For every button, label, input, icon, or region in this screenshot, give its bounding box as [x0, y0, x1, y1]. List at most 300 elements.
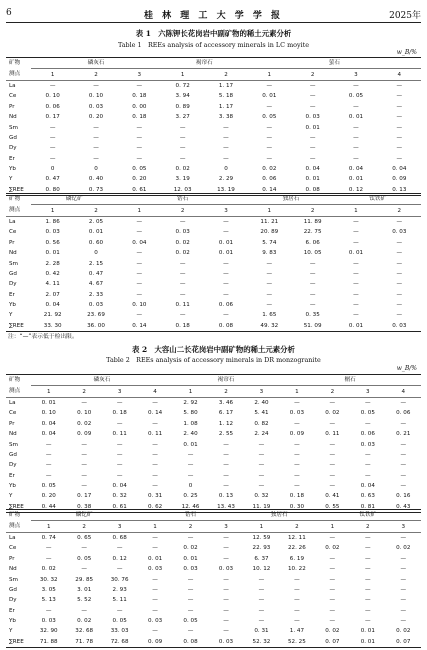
value-cell: 10. 12 — [252, 566, 271, 573]
value-cell: 29. 85 — [75, 576, 94, 583]
table-row — [6, 258, 421, 268]
value-cell: — — [223, 145, 229, 152]
table2-title-cn: 表 2 大容山二长花岗岩中副矿物的稀土元素分析 — [132, 345, 295, 354]
value-cell: — — [400, 420, 407, 427]
point-number: 2 — [74, 69, 117, 80]
value-cell: 5. 11 — [112, 597, 127, 604]
point-number: 1 — [315, 521, 350, 532]
value-cell: — — [136, 82, 143, 89]
mineral-group-header: 独居石 — [248, 194, 335, 205]
table-row — [6, 290, 421, 300]
value-cell: 11. 89 — [303, 218, 322, 225]
value-cell: 0. 02 — [183, 545, 198, 552]
value-cell: 0. 32 — [112, 493, 127, 500]
value-cell: — — [116, 399, 123, 406]
value-cell: — — [136, 124, 143, 131]
table2-part2 — [6, 509, 421, 648]
value-cell: — — [365, 566, 371, 573]
value-cell: — — [353, 124, 359, 131]
value-cell: — — [396, 239, 403, 246]
value-cell: — — [258, 462, 265, 469]
value-cell: — — [396, 302, 403, 309]
value-cell: — — [187, 462, 194, 469]
value-cell: 0. 04 — [360, 483, 375, 490]
value-cell: 22. 93 — [252, 545, 271, 552]
value-cell: — — [329, 586, 336, 593]
value-cell: — — [136, 270, 143, 277]
value-cell: 22. 26 — [288, 545, 306, 552]
value-cell: — — [400, 472, 407, 479]
point-number: 3 — [244, 386, 279, 397]
value-cell: — — [179, 134, 186, 141]
value-cell: — — [45, 607, 52, 614]
value-cell: 21. 92 — [43, 312, 62, 319]
element-label: Nd — [9, 250, 17, 257]
table-row — [6, 310, 421, 320]
element-label: Sm — [9, 441, 18, 448]
table-row — [6, 80, 421, 91]
mineral-group-header: 褐帘石 — [173, 375, 279, 386]
value-cell: 6. 19 — [289, 555, 305, 562]
element-label: La — [9, 534, 16, 541]
element-label: La — [9, 218, 16, 225]
value-cell: — — [353, 312, 359, 319]
value-cell: 6. 17 — [218, 410, 234, 417]
value-cell: 30. 32 — [39, 576, 58, 583]
mineral-label: 矿物 — [6, 510, 31, 521]
value-cell: — — [400, 462, 407, 469]
value-cell: 0. 04 — [45, 302, 60, 309]
value-cell: 71. 88 — [31, 637, 66, 648]
element-label: Ce — [9, 545, 17, 552]
value-cell: — — [400, 399, 407, 406]
value-cell: 0. 03 — [147, 566, 163, 573]
value-cell: 3. 01 — [77, 586, 92, 593]
value-cell: — — [152, 483, 158, 490]
value-cell: — — [329, 607, 336, 614]
element-label: Dy — [9, 462, 17, 469]
value-cell: — — [116, 472, 123, 479]
value-cell: — — [266, 82, 273, 89]
point-number: 3 — [350, 386, 385, 397]
table2-part1 — [6, 374, 421, 513]
value-cell: — — [187, 607, 194, 614]
value-cell: — — [365, 597, 371, 604]
value-cell: — — [353, 260, 359, 267]
value-cell: 0. 17 — [45, 114, 60, 121]
table-row — [6, 174, 421, 184]
value-cell: 0. 02 — [325, 410, 340, 417]
value-cell: — — [353, 134, 359, 141]
point-number: 2 — [66, 386, 101, 397]
value-cell: — — [152, 534, 158, 541]
point-number: 1 — [118, 205, 161, 216]
value-cell: — — [329, 566, 336, 573]
value-cell: 0. 08 — [204, 321, 247, 332]
point-number: 4 — [137, 386, 172, 397]
value-cell: 0. 03 — [218, 566, 234, 573]
value-cell: — — [187, 586, 194, 593]
value-cell: — — [116, 545, 123, 552]
value-cell: 0. 02 — [325, 628, 340, 635]
value-cell: 0. 61 — [102, 502, 137, 513]
value-cell: — — [136, 291, 143, 298]
table2-unit: w_B/% — [396, 365, 417, 372]
value-cell: — — [152, 462, 158, 469]
value-cell: 0. 05 — [360, 410, 375, 417]
value-cell: 0. 40 — [88, 176, 104, 183]
value-cell: 0. 61 — [118, 185, 161, 196]
value-cell: 5. 18 — [218, 93, 234, 100]
value-cell: — — [294, 586, 300, 593]
value-cell: 0. 14 — [147, 410, 163, 417]
value-cell: 0. 01 — [183, 555, 198, 562]
value-cell: 0. 41 — [325, 493, 340, 500]
value-cell: 2. 07 — [45, 291, 60, 298]
value-cell: 0. 03 — [360, 441, 375, 448]
value-cell: — — [294, 420, 300, 427]
value-cell: 0. 05 — [183, 618, 198, 625]
value-cell: 0. 02 — [41, 566, 56, 573]
table-row — [6, 429, 421, 439]
value-cell: — — [294, 483, 300, 490]
point-number: 1 — [248, 205, 291, 216]
table-row — [6, 321, 421, 332]
value-cell: — — [353, 302, 359, 309]
value-cell: 0. 01 — [348, 250, 364, 257]
value-cell: — — [309, 291, 316, 298]
value-cell: — — [81, 607, 87, 614]
value-cell: — — [266, 281, 273, 288]
table-row — [6, 91, 421, 101]
value-cell: 0. 44 — [31, 502, 66, 513]
value-cell: 0. 00 — [132, 103, 147, 110]
value-cell: 0. 06 — [218, 302, 234, 309]
value-cell: 0. 30 — [279, 502, 314, 513]
element-label: Sm — [9, 576, 18, 583]
value-cell: — — [329, 597, 336, 604]
value-cell: 0. 04 — [392, 166, 407, 173]
value-cell: 72. 68 — [102, 637, 137, 648]
value-cell: — — [353, 270, 359, 277]
table-row — [6, 397, 421, 408]
value-cell: 4. 11 — [45, 281, 60, 288]
value-cell: 0. 63 — [360, 493, 375, 500]
table-row — [6, 133, 421, 143]
value-cell: — — [223, 451, 229, 458]
value-cell: 0. 01 — [218, 239, 234, 246]
value-cell: 0. 01 — [350, 637, 385, 648]
value-cell: 3. 46 — [218, 399, 234, 406]
value-cell: — — [187, 597, 194, 604]
value-cell: — — [223, 218, 229, 225]
table-row — [6, 227, 421, 237]
value-cell: 3. 94 — [175, 93, 190, 100]
mineral-label: 矿物 — [6, 58, 31, 69]
value-cell: — — [309, 134, 316, 141]
value-cell: 0. 03 — [175, 229, 190, 236]
value-cell: — — [400, 441, 407, 448]
value-cell: 0. 18 — [289, 493, 305, 500]
value-cell: — — [309, 103, 316, 110]
value-cell: 0. 01 — [183, 441, 198, 448]
value-cell: 2. 24 — [254, 431, 269, 438]
element-label: Er — [9, 472, 15, 479]
value-cell: — — [179, 291, 186, 298]
table-row — [6, 460, 421, 470]
value-cell: 0. 03 — [88, 103, 104, 110]
value-cell: — — [258, 586, 265, 593]
value-cell: 0. 09 — [77, 431, 92, 438]
value-cell: 6. 06 — [305, 239, 320, 246]
value-cell: 0. 11 — [175, 302, 190, 309]
value-cell: — — [400, 586, 407, 593]
value-cell: 0. 13 — [218, 493, 234, 500]
element-label: Er — [9, 607, 15, 614]
mineral-group-header: 钛铁矿 — [315, 510, 421, 521]
value-cell: 0. 03 — [45, 229, 60, 236]
value-cell: — — [258, 451, 265, 458]
value-cell: 0. 31 — [147, 493, 163, 500]
value-cell: 0. 03 — [378, 321, 421, 332]
table-row — [6, 122, 421, 132]
value-cell: — — [223, 576, 229, 583]
value-cell: — — [136, 250, 143, 257]
value-cell: — — [136, 218, 143, 225]
point-number: 2 — [66, 521, 101, 532]
element-label: Pr — [9, 420, 15, 427]
value-cell: 11. 19 — [244, 502, 279, 513]
point-number: 1 — [31, 205, 74, 216]
point-number: 2 — [378, 205, 421, 216]
value-cell: 5. 13 — [41, 597, 56, 604]
value-cell: 11. 21 — [260, 218, 279, 225]
value-cell: — — [353, 218, 359, 225]
value-cell: 0. 05 — [41, 483, 56, 490]
value-cell: 30. 76 — [110, 576, 129, 583]
value-cell: 71. 78 — [66, 637, 101, 648]
point-number: 1 — [334, 205, 377, 216]
value-cell: — — [309, 82, 316, 89]
value-cell: — — [353, 82, 359, 89]
value-cell: — — [309, 260, 316, 267]
value-cell: — — [329, 472, 336, 479]
value-cell: — — [309, 155, 316, 162]
value-cell: 0. 05 — [262, 114, 277, 121]
value-cell: — — [223, 628, 229, 635]
value-cell: — — [116, 420, 123, 427]
value-cell: — — [353, 145, 359, 152]
value-cell: 0. 47 — [88, 270, 104, 277]
value-cell: — — [81, 462, 87, 469]
element-label: Ce — [9, 410, 17, 417]
table1-unit: w_B/% — [396, 49, 417, 56]
value-cell: — — [258, 472, 265, 479]
point-number: 2 — [74, 205, 117, 216]
value-cell: 12. 59 — [252, 534, 271, 541]
value-cell: — — [365, 555, 371, 562]
point-number: 4 — [386, 386, 421, 397]
value-cell: 0. 38 — [66, 502, 101, 513]
table-row — [6, 471, 421, 481]
value-cell: 0. 10 — [45, 93, 60, 100]
value-cell: — — [294, 441, 300, 448]
element-label: Ce — [9, 93, 17, 100]
value-cell: 0. 09 — [392, 176, 407, 183]
value-cell: — — [396, 93, 403, 100]
value-cell: — — [365, 462, 371, 469]
value-cell: — — [396, 291, 403, 298]
value-cell: 0. 31 — [254, 628, 269, 635]
value-cell: — — [309, 270, 316, 277]
value-cell: 2. 05 — [88, 218, 104, 225]
value-cell: 0. 01 — [218, 250, 234, 257]
element-label: Er — [9, 155, 15, 162]
value-cell: 0. 06 — [262, 176, 277, 183]
value-cell: — — [365, 545, 371, 552]
value-cell: 0. 06 — [396, 410, 411, 417]
table-row — [6, 491, 421, 501]
point-number: 3 — [208, 521, 243, 532]
value-cell: — — [223, 124, 229, 131]
value-cell: 0. 10 — [41, 410, 56, 417]
value-cell: — — [223, 472, 229, 479]
value-cell: — — [81, 441, 87, 448]
header-rule — [6, 22, 421, 23]
value-cell: — — [309, 145, 316, 152]
value-cell: — — [136, 312, 143, 319]
value-cell: — — [81, 566, 87, 573]
value-cell: — — [49, 155, 56, 162]
value-cell: 32. 90 — [39, 628, 58, 635]
value-cell: — — [152, 441, 158, 448]
value-cell: 2. 15 — [88, 260, 104, 267]
table-row — [6, 300, 421, 310]
value-cell: — — [396, 260, 403, 267]
value-cell: — — [93, 155, 99, 162]
point-number: 2 — [291, 69, 334, 80]
value-cell: — — [396, 82, 403, 89]
value-cell: — — [365, 586, 371, 593]
mineral-group-header: 磷钇矿 — [31, 194, 118, 205]
value-cell: — — [152, 399, 158, 406]
value-cell: 0. 04 — [132, 239, 147, 246]
value-cell: — — [179, 281, 186, 288]
value-cell: 0. 08 — [291, 185, 334, 196]
value-cell: 0. 10 — [132, 302, 147, 309]
element-label: Sm — [9, 260, 18, 267]
value-cell: — — [329, 451, 336, 458]
value-cell: — — [258, 441, 265, 448]
value-cell: — — [294, 472, 300, 479]
value-cell: — — [179, 270, 186, 277]
table-row — [6, 543, 421, 553]
element-label: Nd — [9, 566, 17, 573]
point-number: 2 — [208, 386, 243, 397]
value-cell: — — [400, 451, 407, 458]
value-cell: — — [223, 586, 229, 593]
element-label: Ce — [9, 229, 17, 236]
value-cell: — — [45, 462, 52, 469]
value-cell: — — [116, 451, 123, 458]
mineral-group-header: 磷灰石 — [31, 375, 173, 386]
value-cell: 0. 18 — [112, 410, 127, 417]
table-row — [6, 554, 421, 564]
value-cell: 13. 43 — [208, 502, 243, 513]
point-label: 测点 — [6, 69, 31, 80]
value-cell: — — [179, 124, 186, 131]
value-cell: — — [329, 420, 336, 427]
value-cell: — — [136, 260, 143, 267]
value-cell: — — [400, 566, 407, 573]
table-row — [6, 626, 421, 636]
value-cell: — — [400, 607, 407, 614]
value-cell: 0. 11 — [112, 431, 127, 438]
running-header — [6, 8, 421, 22]
value-cell: — — [396, 270, 403, 277]
value-cell: 0. 03 — [392, 229, 407, 236]
value-cell: — — [223, 134, 229, 141]
value-cell: 0. 05 — [77, 555, 92, 562]
value-cell: 0. 03 — [183, 566, 198, 573]
value-cell: — — [152, 597, 158, 604]
value-cell: 0. 03 — [147, 618, 163, 625]
table-row — [6, 532, 421, 543]
value-cell: — — [353, 239, 359, 246]
value-cell: 5. 74 — [262, 239, 277, 246]
value-cell: 0. 14 — [118, 321, 161, 332]
value-cell: 3. 27 — [175, 114, 190, 121]
value-cell: 0. 32 — [254, 493, 269, 500]
mineral-group-header: 褐帘石 — [161, 58, 248, 69]
value-cell: 0. 11 — [325, 431, 340, 438]
value-cell: — — [266, 103, 273, 110]
value-cell: 0. 47 — [45, 176, 60, 183]
element-label: Gd — [9, 270, 17, 277]
element-label: ∑REE — [6, 502, 31, 513]
point-number: 1 — [244, 521, 279, 532]
point-number: 2 — [315, 386, 350, 397]
value-cell: 0. 10 — [77, 410, 92, 417]
value-cell: — — [353, 103, 359, 110]
value-cell: — — [136, 145, 143, 152]
value-cell: — — [329, 534, 336, 541]
value-cell: — — [353, 291, 359, 298]
table-row — [6, 112, 421, 122]
element-label: Y — [9, 628, 13, 635]
value-cell: 0. 02 — [396, 628, 411, 635]
value-cell: 0. 12 — [112, 555, 127, 562]
value-cell: 0 — [94, 250, 98, 257]
value-cell: 0. 17 — [77, 493, 92, 500]
point-number: 3 — [102, 386, 137, 397]
table-row — [6, 419, 421, 429]
value-cell: — — [223, 607, 229, 614]
element-label: Sm — [9, 124, 18, 131]
value-cell: — — [396, 134, 403, 141]
table-row — [6, 216, 421, 227]
value-cell: — — [396, 114, 403, 121]
value-cell: 0. 05 — [112, 618, 127, 625]
value-cell: — — [266, 155, 273, 162]
value-cell: — — [258, 483, 265, 490]
value-cell: 0 — [94, 166, 98, 173]
table-row — [6, 637, 421, 648]
value-cell: 0. 08 — [173, 637, 208, 648]
value-cell: — — [223, 260, 229, 267]
value-cell: 0. 68 — [112, 534, 127, 541]
value-cell: 20. 89 — [260, 229, 279, 236]
